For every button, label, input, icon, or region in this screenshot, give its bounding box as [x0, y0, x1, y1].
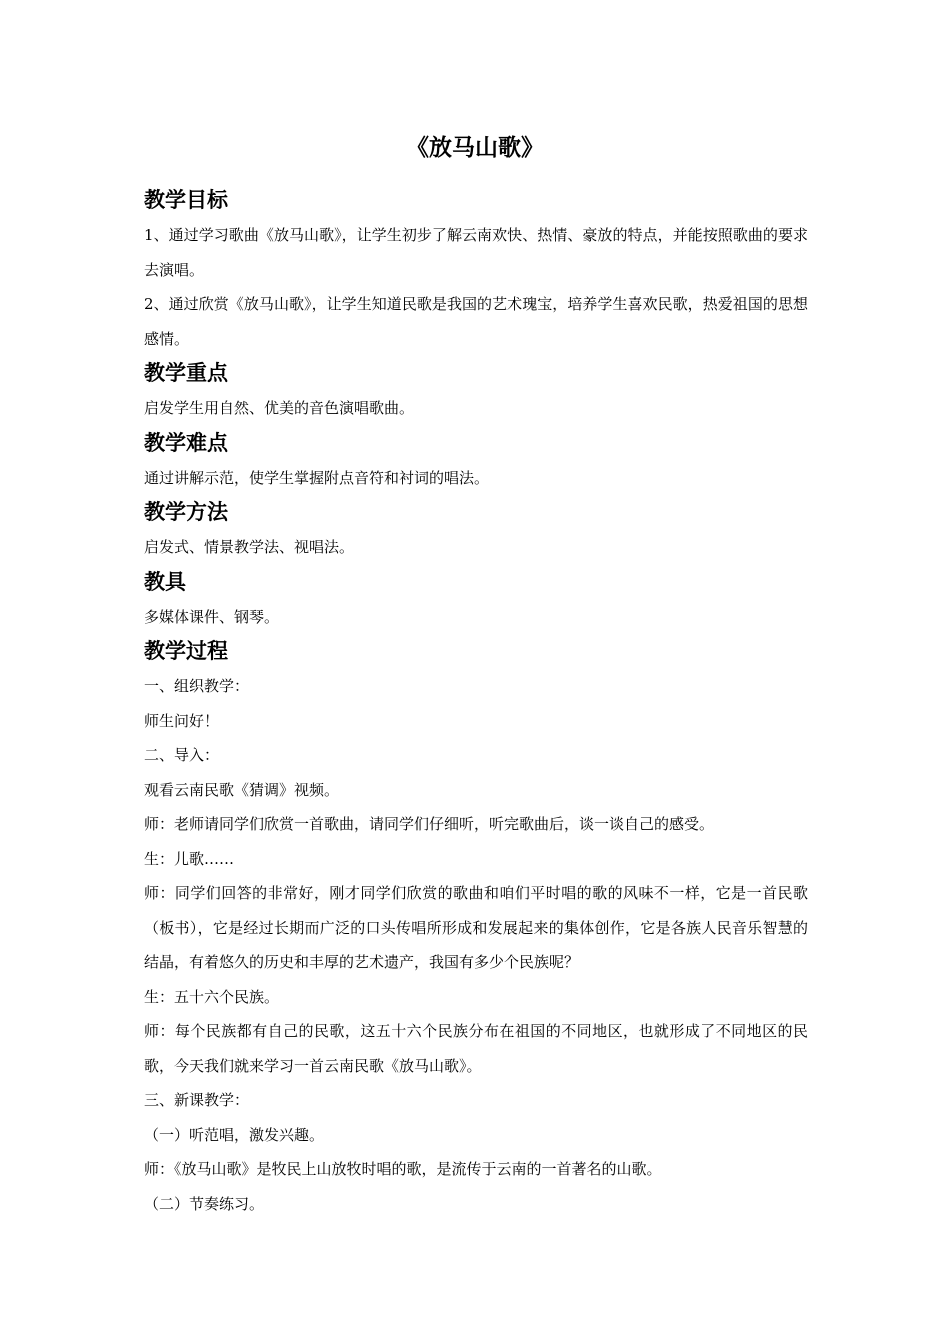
section-heading-key-points: 教学重点	[144, 361, 228, 385]
process-line: 三、新课教学：	[144, 1091, 250, 1109]
process-paragraph: 师：同学们回答的非常好，刚才同学们欣赏的歌曲和咱们平时唱的歌的风味不一样，它是一首民歌（板书），它是经过长期而广泛的口头传唱所形成和发展起来的集体创作，它是各族人民音乐智慧的结晶，有着悠久的历史和丰厚的艺术遗产，我国有多少个民族呢？	[144, 884, 808, 971]
tools-text: 多媒体课件、钢琴。	[144, 607, 280, 626]
objective-paragraph-1: 1、通过学习歌曲《放马山歌》，让学生初步了解云南欢快、热情、豪放的特点，并能按照歌曲的要求去演唱。	[144, 226, 808, 279]
section-heading-methods: 教学方法	[144, 500, 228, 524]
process-line: （二）节奏练习。	[144, 1194, 265, 1213]
objective-paragraph-2: 2、通过欣赏《放马山歌》，让学生知道民歌是我国的艺术瑰宝，培养学生喜欢民歌，热爱祖国的思想感情。	[144, 295, 808, 348]
section-heading-tools: 教具	[144, 569, 186, 594]
process-line: （一）听范唱，激发兴趣。	[144, 1125, 325, 1144]
process-line: 师：《放马山歌》是牧民上山放牧时唱的歌，是流传于云南的一首著名的山歌。	[144, 1160, 662, 1178]
section-heading-difficulties: 教学难点	[144, 430, 228, 455]
process-line: 生：五十六个民族。	[144, 987, 280, 1006]
process-line: 师：老师请同学们欣赏一首歌曲，请同学们仔细听，听完歌曲后，谈一谈自己的感受。	[144, 815, 715, 833]
section-heading-process: 教学过程	[144, 639, 228, 663]
process-line: 观看云南民歌《猜调》视频。	[144, 780, 340, 799]
document-title: 《放马山歌》	[406, 135, 544, 161]
process-line: 一、组织教学：	[144, 677, 250, 695]
process-paragraph: 师：每个民族都有自己的民歌，这五十六个民族分布在祖国的不同地区，也就形成了不同地区的民歌，今天我们就来学习一首云南民歌《放马山歌》。	[144, 1022, 808, 1075]
process-line: 二、导入：	[144, 746, 220, 764]
methods-text: 启发式、情景教学法、视唱法。	[144, 538, 355, 556]
process-line: 师生问好！	[144, 711, 220, 730]
process-line: 生：儿歌……	[144, 849, 235, 868]
document-body	[144, 183, 808, 1221]
section-heading-objectives: 教学目标	[144, 188, 228, 212]
key-points-text: 启发学生用自然、优美的音色演唱歌曲。	[144, 399, 415, 417]
difficulties-text: 通过讲解示范，使学生掌握附点音符和衬词的唱法。	[144, 468, 490, 487]
